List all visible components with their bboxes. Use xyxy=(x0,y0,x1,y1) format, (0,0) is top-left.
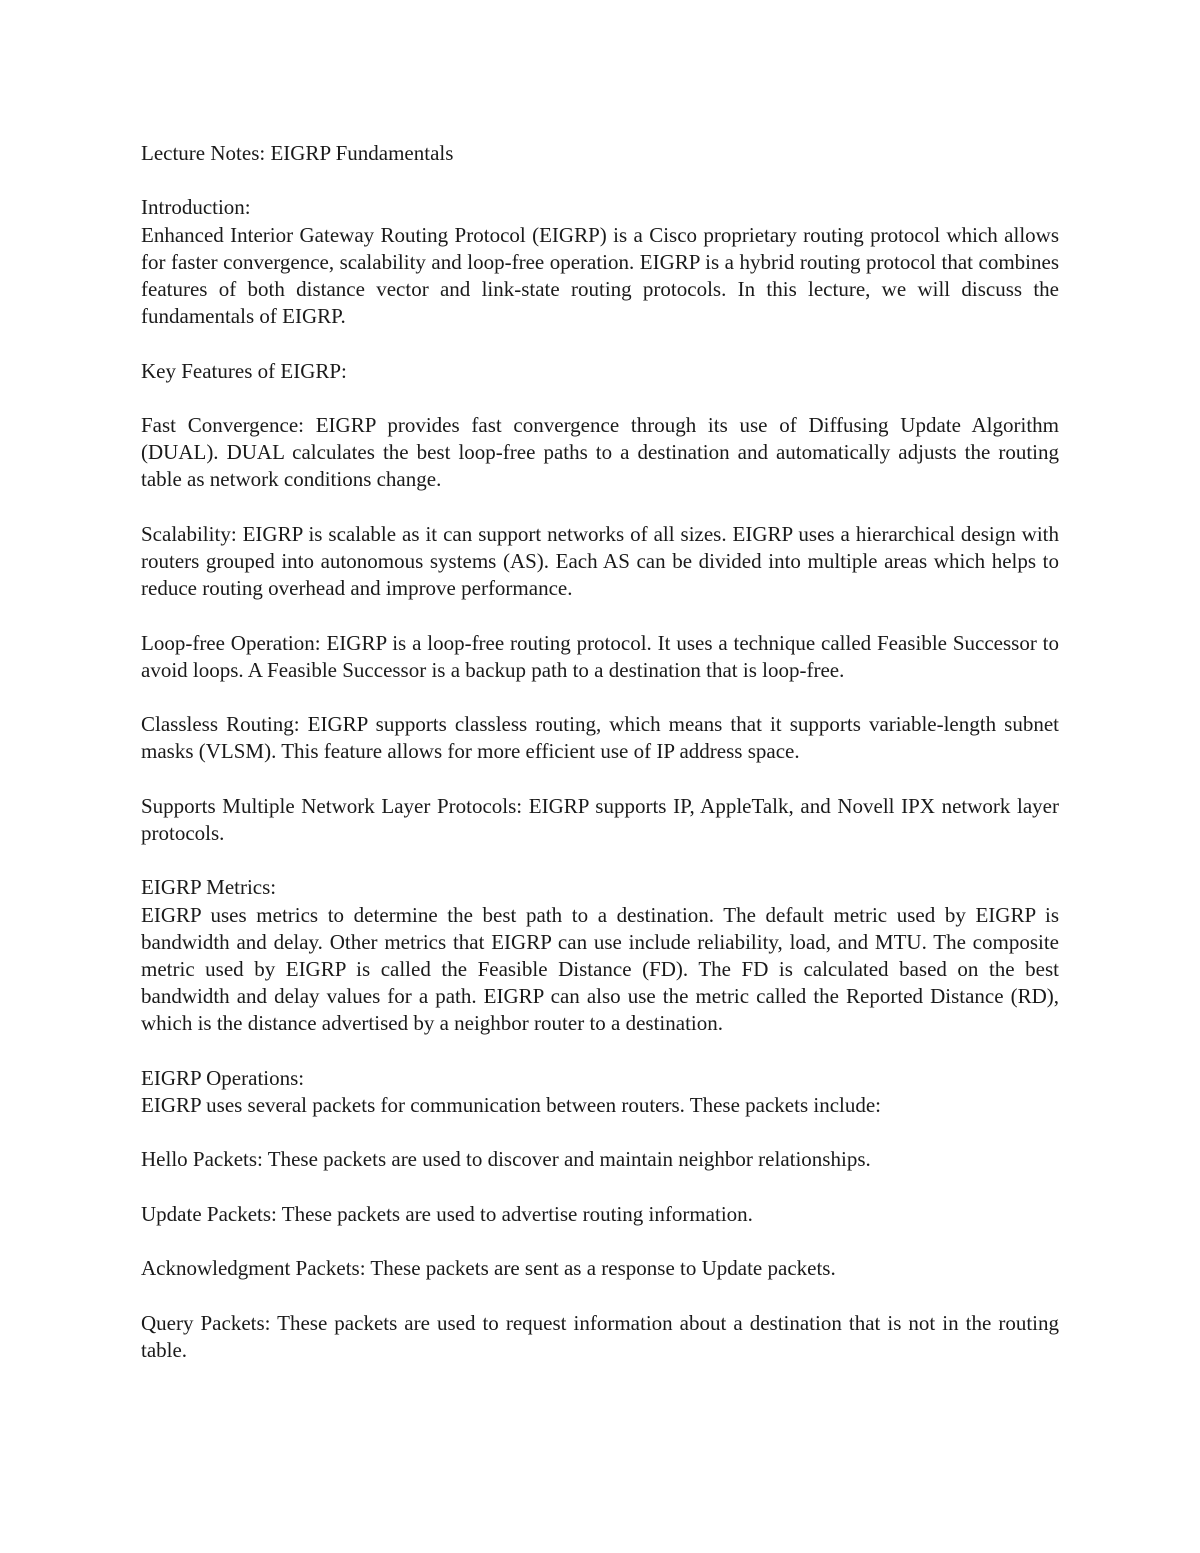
operations-heading: EIGRP Operations: xyxy=(141,1065,305,1090)
intro-heading: Introduction: xyxy=(141,195,251,220)
feature-multiple-protocols: Supports Multiple Network Layer Protocols: EIGRP supports IP, AppleTalk, and Novell IPX network layer protocols. xyxy=(141,793,1059,845)
feature-scalability: Scalability: EIGRP is scalable as it can support networks of all sizes. EIGRP uses a hierarchical design with routers grouped into autonomous systems (AS). Each AS can be divided into multiple areas which helps to reduce routing overhead and improve performance. xyxy=(141,521,1059,601)
intro-paragraph: Enhanced Interior Gateway Routing Protocol (EIGRP) is a Cisco proprietary routing protocol which allows for faster convergence, scalability and loop-free operation. EIGRP is a hybrid routing protocol that combines features of both distance vector and link-state routing protocols. In this lecture, we will discuss the fundamentals of EIGRP. xyxy=(141,222,1059,329)
packet-query: Query Packets: These packets are used to request information about a destination that is not in the routing table. xyxy=(141,1310,1059,1362)
feature-loop-free: Loop-free Operation: EIGRP is a loop-free routing protocol. It uses a technique called Feasible Successor to avoid loops. A Feasible Successor is a backup path to a destination that is loop-free. xyxy=(141,630,1059,682)
packet-hello: Hello Packets: These packets are used to discover and maintain neighbor relationships. xyxy=(141,1147,871,1172)
metrics-paragraph: EIGRP uses metrics to determine the best path to a destination. The default metric used by EIGRP is bandwidth and delay. Other metrics that EIGRP can use include reliability, load, and MTU. The composite metric used by EIGRP is called the Feasible Distance (FD). The FD is calculated based on the best bandwidth and delay values for a path. EIGRP can also use the metric called the Reported Distance (RD), which is the distance advertised by a neighbor router to a destination. xyxy=(141,902,1059,1036)
metrics-heading: EIGRP Metrics: xyxy=(141,875,277,900)
document-title: Lecture Notes: EIGRP Fundamentals xyxy=(141,141,454,165)
packet-acknowledgment: Acknowledgment Packets: These packets are sent as a response to Update packets. xyxy=(141,1256,836,1281)
features-heading: Key Features of EIGRP: xyxy=(141,358,347,383)
packet-update: Update Packets: These packets are used to advertise routing information. xyxy=(141,1201,753,1226)
feature-fast-convergence: Fast Convergence: EIGRP provides fast convergence through its use of Diffusing Update Algorithm (DUAL). DUAL calculates the best loop-free paths to a destination and automatically adjusts the routing table as network conditions change. xyxy=(141,412,1059,492)
feature-classless-routing: Classless Routing: EIGRP supports classless routing, which means that it supports variable-length subnet masks (VLSM). This feature allows for more efficient use of IP address space. xyxy=(141,712,1059,764)
document-page xyxy=(141,140,1059,1391)
operations-paragraph: EIGRP uses several packets for communication between routers. These packets include: xyxy=(141,1092,882,1117)
